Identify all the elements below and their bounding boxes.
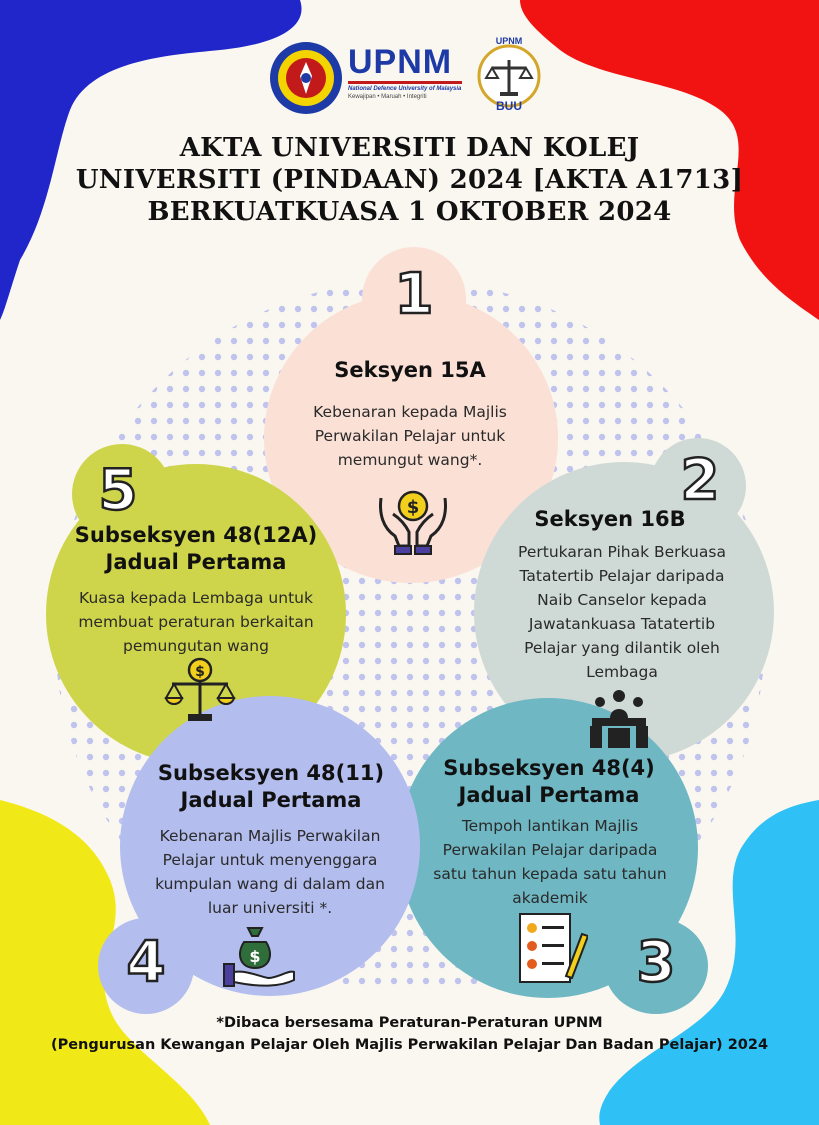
section-3-body-line: satu tahun kepada satu tahun [433,865,667,883]
section-3-body-line: Perwakilan Pelajar daripada [442,841,658,859]
section-5-body-line: membuat peraturan berkaitan [78,613,314,631]
section-4-number: 4 [126,930,166,995]
upnm-logo-subtitle: National Defence University of Malaysia [348,86,462,92]
footer-note-line-1: *Dibaca bersesama Peraturan-Peraturan UPNM [216,1015,603,1031]
upnm-logo-text: UPNM [348,43,453,81]
section-5-heading [60,522,332,576]
section-4-body [132,824,408,920]
page-title [0,132,819,228]
section-1-body-line: Perwakilan Pelajar untuk [314,427,506,445]
section-4-heading-line-1: Subseksyen 48(11) [157,761,385,785]
badge-bottom-text: BUU [496,99,522,113]
svg-text:$: $ [195,664,205,680]
section-3-body-line: akademik [512,889,588,907]
section-4-body-line: Pelajar untuk menyenggara [162,851,378,869]
section-3-body-line: Tempoh lantikan Majlis [461,817,639,835]
section-2-body-line: Lembaga [586,663,658,681]
section-1-body-line: Kebenaran kepada Majlis [313,403,507,421]
balance-scale-coin-icon [164,656,236,724]
section-2-body-line: Pertukaran Pihak Berkuasa [518,543,726,561]
candidate-list-icon [516,912,588,986]
section-2-body [492,540,752,684]
title-line-3: BERKUATKUASA 1 OKTOBER 2024 [147,197,672,227]
section-4-body-line: Kebenaran Majlis Perwakilan [159,827,381,845]
section-2-body-line: Naib Canselor kepada [537,591,707,609]
upnm-logo-motto: Kewajipan • Maruah • Integriti [348,94,427,100]
section-3-heading [420,755,678,809]
section-5-heading-line-2: Jadual Pertama [105,550,287,574]
section-1-heading: Seksyen 15A [334,358,486,382]
section-2-heading: Seksyen 16B [534,507,686,531]
svg-text:$: $ [406,497,420,518]
hands-coin-icon [375,484,451,560]
section-5-body [56,586,336,658]
upnm-wordmark [348,44,462,100]
section-2-body-line: Tatatertib Pelajar daripada [519,567,725,585]
meeting-icon [586,688,652,750]
section-5-body-line: pemungutan wang [123,637,269,655]
section-5-number: 5 [98,458,138,523]
footer-note-line-2: (Pengurusan Kewangan Pelajar Oleh Majlis Perwakilan Pelajar Dan Badan Pelajar) 2024 [50,1037,769,1053]
section-3-heading-line-1: Subseksyen 48(4) [443,756,655,780]
section-1-body-line: memungut wang*. [337,451,483,469]
section-1-number: 1 [394,262,434,327]
title-line-2: UNIVERSITI (PINDAAN) 2024 [AKTA A1713] [75,165,744,195]
buu-badge-logo [474,36,544,116]
section-5-heading-line-1: Subseksyen 48(12A) [74,523,318,547]
upnm-crest-logo [268,40,344,116]
section-4-body-line: kumpulan wang di dalam dan [155,875,385,893]
section-2-number: 2 [680,448,720,513]
section-2-body-line: Pelajar yang dilantik oleh [524,639,720,657]
section-4-body-line: luar universiti *. [207,899,333,917]
badge-top-text: UPNM [495,36,523,46]
section-4-heading-line-2: Jadual Pertama [180,788,362,812]
section-3-heading-line-2: Jadual Pertama [458,783,640,807]
section-5-body-line: Kuasa kepada Lembaga untuk [79,589,313,607]
section-2-body-line: Jawatankuasa Tatatertib [528,615,716,633]
title-line-1: AKTA UNIVERSITI DAN KOLEJ [179,133,640,163]
section-3-body [412,814,688,910]
hand-money-bag-icon [222,918,298,988]
svg-text:$: $ [249,947,261,966]
section-1-body [280,400,540,472]
section-4-heading [140,760,402,814]
section-3-number: 3 [636,930,676,995]
